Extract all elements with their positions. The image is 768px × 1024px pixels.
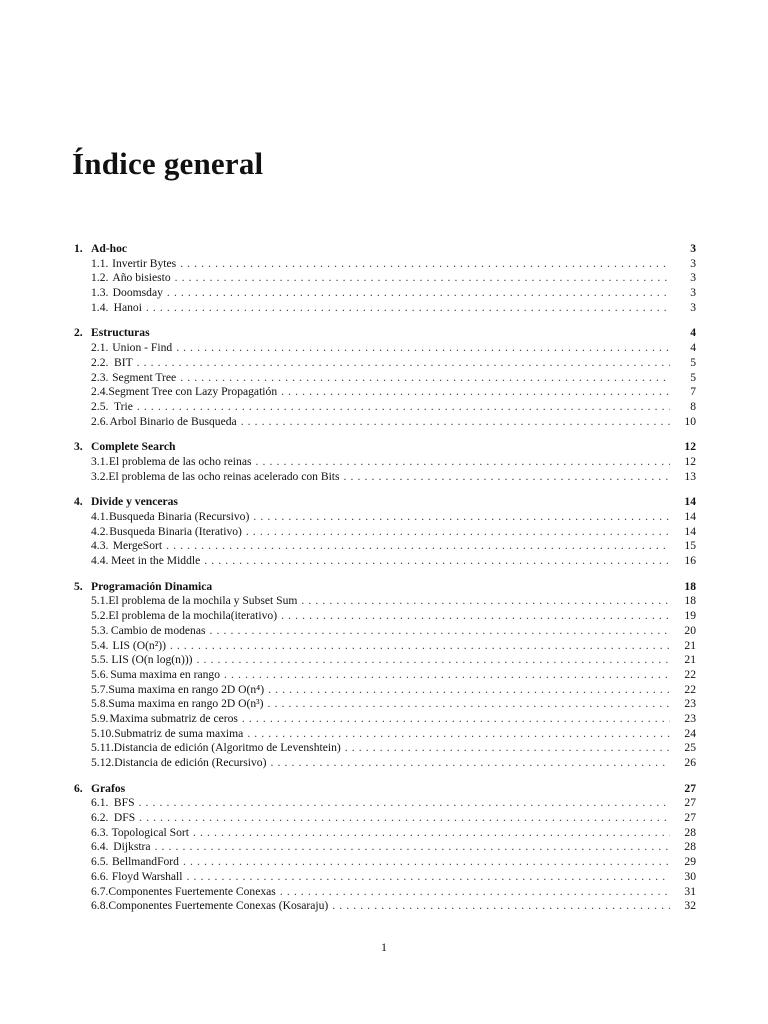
section-page-number: 28	[684, 825, 696, 839]
section-title: Componentes Fuertemente Conexas (Kosaraju)	[108, 899, 329, 913]
section-page-number: 3	[690, 271, 696, 285]
toc-chapter	[74, 495, 696, 568]
toc-section-row[interactable]	[74, 683, 696, 698]
dot-leader	[166, 539, 670, 554]
section-page-number: 30	[684, 869, 696, 883]
section-number: 5.2.	[91, 609, 109, 623]
section-title: Suma maxima en rango	[110, 667, 221, 681]
table-of-contents	[74, 242, 696, 925]
section-page-number: 21	[684, 653, 696, 667]
dot-leader	[170, 639, 670, 654]
section-title: BIT	[113, 355, 133, 369]
section-number: 5.7.	[91, 682, 109, 696]
toc-section-row[interactable]	[74, 385, 696, 400]
section-title: Invertir Bytes	[112, 256, 177, 270]
section-number: 3.2.	[91, 469, 109, 483]
dot-leader	[246, 525, 670, 540]
section-number: 6.6.	[91, 869, 109, 883]
dot-leader	[253, 510, 670, 525]
chapter-number: 4.	[74, 495, 83, 509]
dot-leader	[344, 470, 670, 485]
section-title: Año bisiesto	[112, 271, 171, 285]
toc-section-row[interactable]	[74, 741, 696, 756]
section-page-number: 31	[684, 884, 696, 898]
toc-section-row[interactable]	[74, 668, 696, 683]
page-title: Índice general	[72, 146, 264, 181]
toc-section-row[interactable]	[74, 286, 696, 301]
section-number: 4.2.	[91, 524, 109, 538]
section-number: 6.8.	[91, 899, 109, 913]
section-title: Segment Tree con Lazy Propagatión	[108, 385, 278, 399]
section-title: MergeSort	[112, 539, 163, 553]
section-number: 6.5.	[91, 855, 109, 869]
section-number: 1.1.	[91, 256, 109, 270]
section-number: 1.2.	[91, 271, 109, 285]
chapter-title: Complete Search	[91, 440, 176, 454]
dot-leader	[280, 885, 670, 900]
toc-section-row[interactable]	[74, 712, 696, 727]
section-title: Segment Tree	[112, 370, 177, 384]
dot-leader	[176, 341, 670, 356]
toc-chapter-row[interactable]	[74, 242, 696, 257]
section-title: El problema de las ocho reinas	[108, 454, 252, 468]
chapter-title: Programación Dinamica	[91, 579, 213, 593]
dot-leader	[167, 286, 670, 301]
toc-section-row[interactable]	[74, 415, 696, 430]
section-number: 6.4.	[91, 840, 109, 854]
chapter-page-number: 4	[690, 326, 696, 340]
toc-chapter-row[interactable]	[74, 580, 696, 595]
dot-leader	[197, 653, 670, 668]
toc-section-row[interactable]	[74, 639, 696, 654]
section-number: 4.1.	[91, 510, 109, 523]
section-page-number: 14	[684, 524, 696, 538]
section-number: 4.4.	[91, 554, 109, 568]
dot-leader	[268, 683, 670, 698]
dot-leader	[139, 796, 670, 811]
section-page-number: 29	[684, 855, 696, 869]
toc-section-row[interactable]	[74, 271, 696, 286]
section-number: 2.1.	[91, 341, 109, 355]
section-page-number: 26	[684, 756, 696, 769]
section-title: Maxima submatriz de ceros	[109, 711, 238, 725]
toc-chapter-row[interactable]	[74, 440, 696, 455]
toc-chapter-row[interactable]	[74, 326, 696, 341]
section-page-number: 7	[690, 385, 696, 399]
toc-section-row[interactable]	[74, 826, 696, 841]
toc-section-row[interactable]	[74, 756, 696, 771]
toc-section-row[interactable]	[74, 624, 696, 639]
toc-section-row[interactable]	[74, 653, 696, 668]
section-title: Cambio de modenas	[110, 623, 206, 637]
section-title: El problema de la mochila y Subset Sum	[108, 594, 298, 608]
section-page-number: 3	[690, 286, 696, 300]
dot-leader	[242, 712, 670, 727]
chapter-page-number: 12	[684, 440, 696, 454]
section-page-number: 19	[684, 609, 696, 623]
chapter-page-number: 27	[684, 781, 696, 795]
section-title: Componentes Fuertemente Conexas	[108, 884, 276, 898]
dot-leader	[241, 415, 670, 430]
toc-section-row[interactable]	[74, 594, 696, 609]
section-page-number: 22	[684, 682, 696, 696]
section-number: 5.8.	[91, 697, 109, 711]
section-title: Meet in the Middle	[111, 554, 201, 568]
dot-leader	[137, 356, 670, 371]
toc-section-row[interactable]	[74, 371, 696, 386]
section-number: 1.3.	[91, 286, 109, 300]
section-number: 5.3.	[91, 623, 109, 637]
section-number: 6.7.	[91, 884, 109, 898]
section-title: BellmandFord	[111, 855, 179, 869]
section-title: Busqueda Binaria (Iterativo)	[109, 524, 242, 538]
section-number: 5.12.	[91, 756, 115, 769]
section-page-number: 12	[684, 454, 696, 468]
section-page-number: 23	[684, 697, 696, 711]
toc-section-row[interactable]	[74, 840, 696, 855]
dot-leader	[255, 455, 670, 470]
section-title: Floyd Warshall	[111, 869, 183, 883]
dot-leader	[301, 594, 670, 609]
toc-section-row[interactable]	[74, 554, 696, 569]
toc-section-row[interactable]	[74, 470, 696, 485]
section-page-number: 16	[684, 554, 696, 568]
toc-chapter	[74, 782, 696, 914]
section-page-number: 22	[684, 667, 696, 681]
dot-leader	[204, 554, 670, 569]
chapter-number: 6.	[74, 781, 83, 795]
chapter-page-number: 3	[690, 242, 696, 255]
toc-chapter	[74, 440, 696, 484]
chapter-page-number: 18	[684, 579, 696, 593]
toc-section-row[interactable]	[74, 356, 696, 371]
section-number: 2.3.	[91, 370, 109, 384]
dot-leader	[175, 271, 670, 286]
toc-section-row[interactable]	[74, 796, 696, 811]
dot-leader	[180, 371, 670, 386]
section-title: Doomsday	[112, 286, 163, 300]
section-number: 5.10.	[91, 726, 115, 740]
section-title: LIS (O(n log(n)))	[111, 653, 193, 667]
section-number: 2.2.	[91, 355, 109, 369]
section-page-number: 27	[684, 811, 696, 825]
section-page-number: 23	[684, 711, 696, 725]
toc-section-row[interactable]	[74, 697, 696, 712]
section-page-number: 10	[684, 414, 696, 428]
section-page-number: 14	[684, 510, 696, 523]
section-number: 5.1.	[91, 594, 109, 608]
dot-leader	[268, 697, 670, 712]
toc-section-row[interactable]	[74, 455, 696, 470]
section-page-number: 3	[690, 300, 696, 314]
dot-leader	[155, 840, 670, 855]
section-number: 6.2.	[91, 811, 109, 825]
toc-section-row[interactable]	[74, 899, 696, 914]
toc-section-row[interactable]	[74, 400, 696, 415]
section-page-number: 25	[684, 741, 696, 755]
section-page-number: 15	[684, 539, 696, 553]
section-page-number: 21	[684, 638, 696, 652]
section-number: 2.4.	[91, 385, 109, 399]
section-title: Distancia de edición (Recursivo)	[114, 756, 267, 769]
section-page-number: 18	[684, 594, 696, 608]
dot-leader	[210, 624, 670, 639]
section-page-number: 4	[690, 341, 696, 355]
section-number: 5.5.	[91, 653, 109, 667]
dot-leader	[281, 609, 670, 624]
toc-chapter	[74, 580, 696, 771]
dot-leader	[146, 301, 670, 316]
toc-chapter	[74, 326, 696, 429]
dot-leader	[193, 826, 670, 841]
section-title: Suma maxima en rango 2D O(n³)	[108, 697, 264, 711]
page-number: 1	[381, 940, 387, 954]
dot-leader	[270, 756, 670, 771]
toc-section-row[interactable]	[74, 257, 696, 272]
section-number: 5.6.	[91, 667, 109, 681]
section-title: Union - Find	[112, 341, 173, 355]
toc-chapter	[74, 242, 696, 315]
dot-leader	[180, 257, 670, 272]
section-title: DFS	[113, 811, 136, 825]
dot-leader	[281, 385, 670, 400]
section-page-number: 20	[684, 623, 696, 637]
chapter-title: Grafos	[91, 781, 126, 795]
chapter-number: 2.	[74, 326, 83, 340]
toc-chapter-row[interactable]	[74, 495, 696, 510]
section-title: Submatriz de suma maxima	[114, 726, 244, 740]
section-page-number: 3	[690, 256, 696, 270]
section-title: Busqueda Binaria (Recursivo)	[108, 510, 250, 523]
section-number: 5.4.	[91, 638, 109, 652]
chapter-number: 5.	[74, 579, 83, 593]
dot-leader	[137, 400, 670, 415]
section-title: El problema de las ocho reinas acelerado con Bits	[108, 469, 340, 483]
section-number: 6.3.	[91, 825, 109, 839]
section-number: 4.3.	[91, 539, 109, 553]
section-page-number: 32	[684, 899, 696, 913]
toc-section-row[interactable]	[74, 525, 696, 540]
section-title: Distancia de edición (Algoritmo de Levenshtein)	[113, 741, 341, 755]
section-title: Trie	[113, 399, 133, 413]
toc-section-row[interactable]	[74, 341, 696, 356]
section-page-number: 13	[684, 469, 696, 483]
section-number: 5.11.	[91, 741, 114, 755]
section-title: LIS (O(n²))	[112, 638, 166, 652]
chapter-number: 3.	[74, 440, 83, 454]
section-title: Arbol Binario de Busqueda	[109, 414, 237, 428]
section-title: Dijkstra	[113, 840, 151, 854]
section-number: 3.1.	[91, 454, 109, 468]
section-title: Topological Sort	[111, 825, 189, 839]
dot-leader	[139, 811, 670, 826]
section-title: Suma maxima en rango 2D O(n⁴)	[108, 682, 265, 696]
dot-leader	[345, 741, 670, 756]
toc-section-row[interactable]	[74, 727, 696, 742]
toc-section-row[interactable]	[74, 885, 696, 900]
toc-section-row[interactable]	[74, 609, 696, 624]
toc-section-row[interactable]	[74, 811, 696, 826]
chapter-title: Ad-hoc	[91, 242, 128, 255]
chapter-title: Estructuras	[91, 326, 150, 340]
section-title: Hanoi	[113, 300, 142, 314]
toc-section-row[interactable]	[74, 539, 696, 554]
toc-section-row[interactable]	[74, 870, 696, 885]
section-page-number: 27	[684, 796, 696, 810]
chapter-number: 1.	[74, 242, 83, 255]
toc-chapter-row[interactable]	[74, 782, 696, 797]
toc-section-row[interactable]	[74, 510, 696, 525]
section-page-number: 8	[690, 399, 696, 413]
chapter-page-number: 14	[684, 495, 696, 509]
section-title: BFS	[113, 796, 135, 810]
toc-section-row[interactable]	[74, 855, 696, 870]
section-number: 2.6.	[91, 414, 109, 428]
dot-leader	[187, 870, 671, 885]
dot-leader	[224, 668, 670, 683]
chapter-title: Divide y venceras	[91, 495, 178, 509]
section-title: El problema de la mochila(iterativo)	[108, 609, 278, 623]
toc-section-row[interactable]	[74, 301, 696, 316]
section-page-number: 24	[684, 726, 696, 740]
section-number: 2.5.	[91, 399, 109, 413]
dot-leader	[247, 727, 670, 742]
section-page-number: 28	[684, 840, 696, 854]
section-number: 6.1.	[91, 796, 109, 810]
dot-leader	[183, 855, 670, 870]
dot-leader	[332, 899, 670, 914]
section-number: 5.9.	[91, 711, 109, 725]
section-page-number: 5	[690, 370, 696, 384]
section-number: 1.4.	[91, 300, 109, 314]
section-page-number: 5	[690, 355, 696, 369]
